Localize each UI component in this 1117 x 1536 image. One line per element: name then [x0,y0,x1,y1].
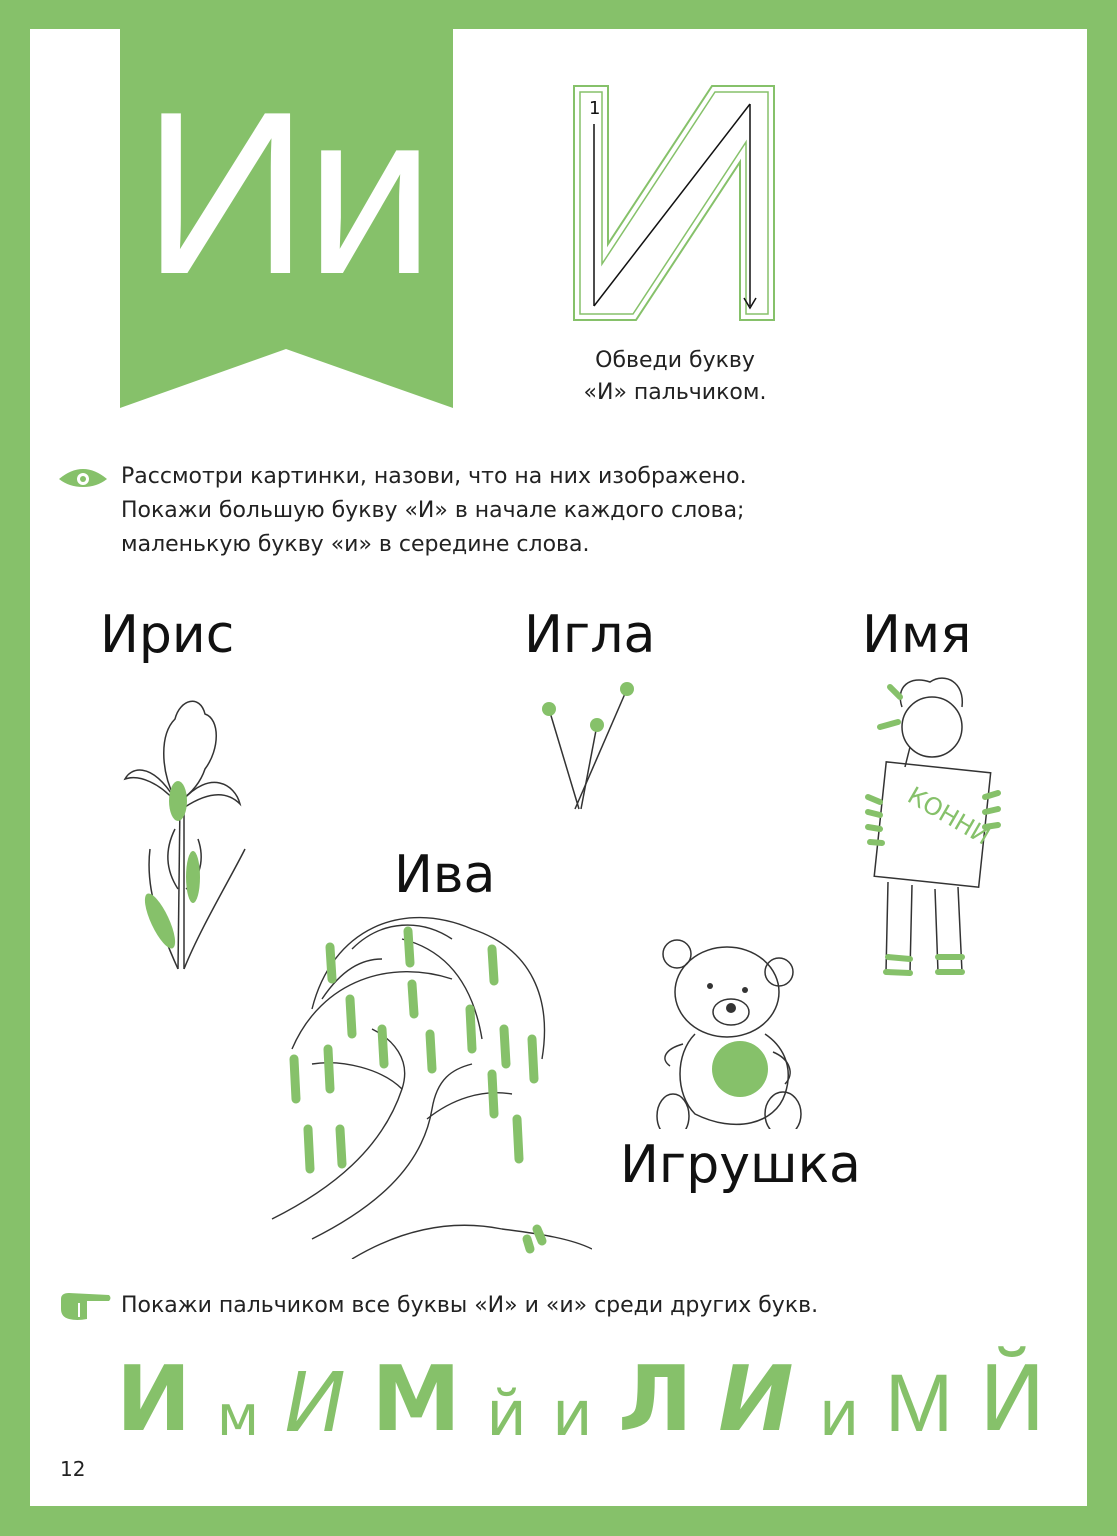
word-toy: Игрушка [620,1135,861,1195]
pointing-hand-icon [57,1291,113,1327]
word-needle: Игла [524,605,656,665]
trace-caption-line: «И» пальчиком. [583,380,767,405]
page-number: 12 [60,1457,86,1481]
row-letter[interactable]: М [884,1358,954,1449]
instruction-line: Покажи большую букву «И» в начале каждого слова; [121,498,745,523]
row-letter[interactable]: и [552,1377,593,1450]
letter-row [116,1335,1046,1452]
sign-text: КОННИ [902,781,995,851]
girl-illustration [850,667,1010,1006]
trace-caption [550,345,800,409]
workbook-page [30,29,1087,1506]
row-letter[interactable]: И [116,1347,192,1452]
row-letter[interactable]: Л [617,1347,693,1452]
row-letter[interactable]: м [216,1384,260,1449]
word-willow: Ива [394,845,496,905]
trace-caption-line: Обведи букву [595,348,755,373]
needles-illustration [535,679,645,818]
row-letter[interactable]: И [284,1356,346,1451]
teddy-bear-illustration [655,934,805,1133]
eye-icon [57,465,109,495]
point-instruction: Покажи пальчиком все буквы «И» и «и» среди других букв. [121,1293,819,1318]
word-name: Имя [862,605,972,665]
row-letter[interactable]: й [486,1377,527,1450]
row-letter[interactable]: И [718,1347,794,1452]
row-letter[interactable]: Й [978,1347,1046,1452]
look-instruction [121,460,747,562]
trace-number: 1 [589,98,601,119]
instruction-line: маленькую букву «и» в середине слова. [121,532,590,557]
word-iris: Ирис [100,605,235,665]
banner-letters: Ии [142,64,431,323]
row-letter[interactable]: и [819,1377,860,1450]
willow-illustration [252,889,592,1263]
instruction-line: Рассмотри картинки, назови, что на них изображено. [121,464,747,489]
iris-illustration [120,689,260,978]
trace-letter[interactable] [572,84,777,324]
row-letter[interactable]: М [371,1347,461,1452]
